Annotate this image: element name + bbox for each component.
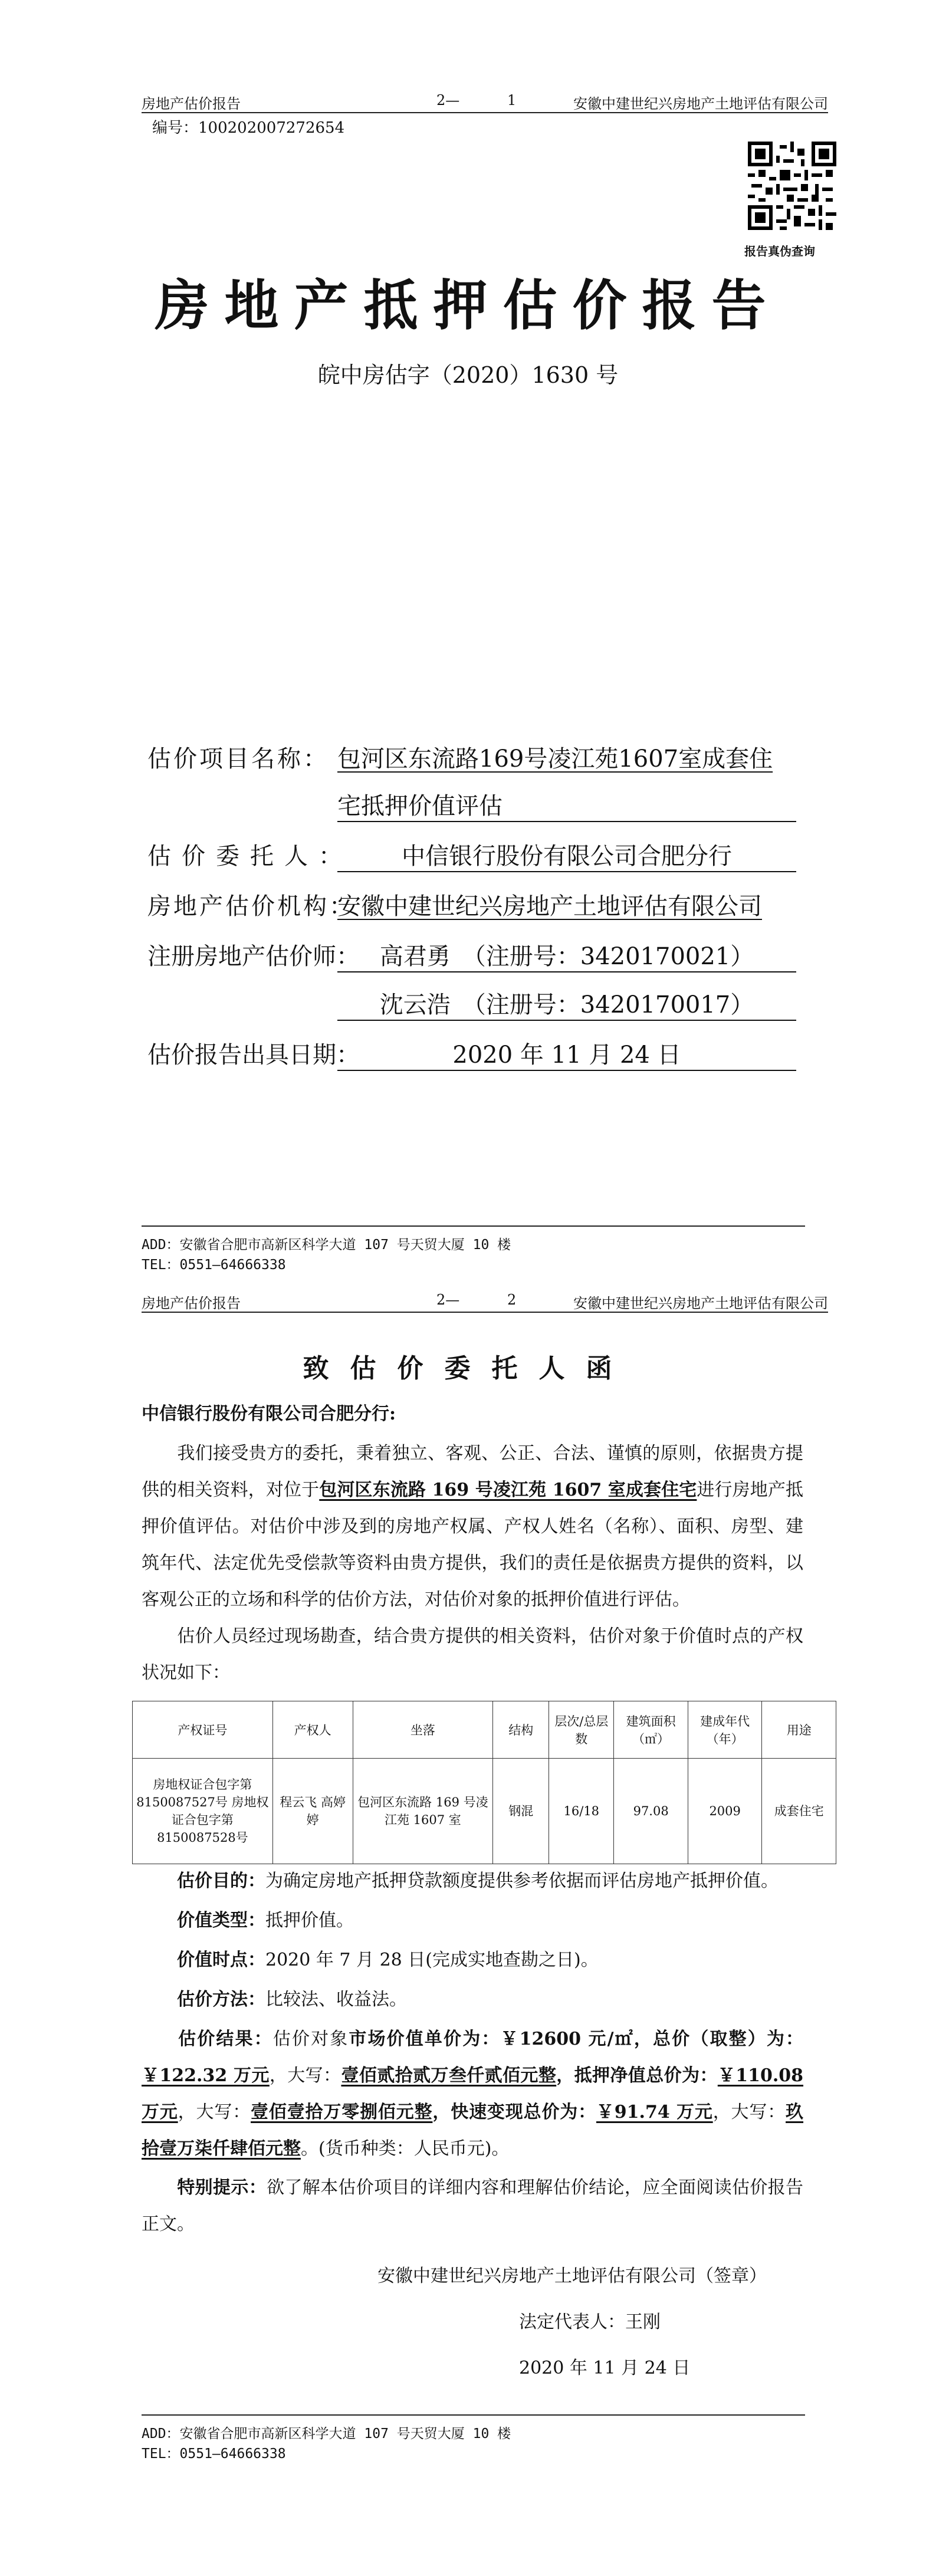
col-header-structure: 结构 [493, 1701, 549, 1759]
result-quick-value: ￥91.74 万元 [596, 2102, 713, 2122]
footer-address: ADD：安徽省合肥市高新区科学大道 107 号天贸大厦 10 楼 [142, 1237, 511, 1253]
result-text-14: 。(货币种类：人民币元)。 [301, 2138, 510, 2159]
letter-addressee: 中信银行股份有限公司合肥分行: [142, 1404, 396, 1424]
value-type-text: 抵押价值。 [265, 1910, 354, 1931]
result-text-4: ，大写： [269, 2065, 341, 2086]
cell-year: 2009 [688, 1759, 762, 1864]
page-footer [142, 2414, 805, 2464]
cell-location: 包河区东流路 169 号凌江苑 1607 室 [353, 1759, 493, 1864]
para1-text-a: 我们接受贵方的委托，秉着独立、客观、公正、合法、谨慎的原则，依据贵方提供的相关资料，对位于 [142, 1443, 803, 1500]
method-label: 估价方法： [177, 1989, 265, 2010]
page-header [142, 1288, 828, 1313]
letter-page [0, 1288, 936, 2576]
letter-title: 致估价委托人函 [303, 1353, 633, 1384]
value-time-text: 2020 年 7 月 28 日(完成实地查勘之日)。 [265, 1950, 599, 1970]
field-project-value-line1: 包河区东流路169号凌江苑1607室成套住 [337, 745, 773, 773]
purpose-label: 估价目的： [177, 1871, 265, 1891]
section-value-time [177, 1942, 803, 1979]
result-text-1: 估价对象 [272, 2029, 349, 2049]
report-number: 皖中房估字（2020）1630 号 [317, 362, 619, 388]
result-text-6: ，抵押净值总价为： [556, 2065, 718, 2086]
signature-representative: 法定代表人：王刚 [519, 2312, 661, 2332]
footer-address: ADD：安徽省合肥市高新区科学大道 107 号天贸大厦 10 楼 [142, 2426, 511, 2442]
header-page-prefix: 2— [436, 1292, 460, 1308]
header-page-number: 1 [507, 92, 517, 109]
header-right: 安徽中建世纪兴房地产土地评估有限公司 [573, 96, 828, 112]
header-left: 房地产估价报告 [142, 1295, 241, 1312]
field-project-value-line2: 宅抵押价值评估 [337, 787, 796, 822]
para1-text-c: 进行房地产抵押价值评估。对估价中涉及到的房地产权属、产权人姓名（名称）、面积、房型、建筑年代、法定优先受偿款等资料由贵方提供，我们的责任是依据贵方提供的资料，以客观公正的立场和科学的估价方法，对估价对象的抵押价值进行评估。 [142, 1480, 804, 1610]
value-type-label: 价值类型： [177, 1910, 265, 1931]
cell-floor: 16/18 [549, 1759, 614, 1864]
result-net-value-words: 壹佰壹拾万零捌佰元整 [251, 2102, 433, 2122]
col-header-area: 建筑面积（㎡） [614, 1701, 688, 1759]
cell-use: 成套住宅 [762, 1759, 836, 1864]
table-header-row [133, 1701, 836, 1759]
col-header-use: 用途 [762, 1701, 836, 1759]
col-header-cert-no: 产权证号 [133, 1701, 273, 1759]
signature-date: 2020 年 11 月 24 日 [519, 2358, 691, 2378]
page-header [142, 88, 828, 113]
property-rights-table [132, 1701, 836, 1864]
document-number: 编号：100202007272654 [152, 119, 345, 137]
result-text-10: ，快速变现总价为： [432, 2102, 596, 2122]
method-text: 比较法、收益法。 [265, 1989, 407, 2010]
section-value-type [177, 1903, 803, 1939]
header-left: 房地产估价报告 [142, 96, 241, 112]
header-page-prefix: 2— [436, 92, 460, 109]
field-date-value: 2020 年 11 月 24 日 [337, 1036, 796, 1071]
cell-owner: 程云飞 高婷婷 [272, 1759, 353, 1864]
col-header-owner: 产权人 [272, 1701, 353, 1759]
result-quick-value-words: 玖拾壹万柒仟肆佰元整 [142, 2102, 804, 2159]
result-text-8: ，大写： [178, 2102, 251, 2122]
result-text-2: 市场价值单价为：￥12600 元/㎡，总价（取整）为： [349, 2029, 804, 2049]
cell-structure: 钢混 [493, 1759, 549, 1864]
para2-text: 估价人员经过现场勘查，结合贵方提供的相关资料，估价对象于价值时点的产权状况如下： [142, 1626, 803, 1683]
special-note-label: 特别提示： [177, 2177, 267, 2198]
col-header-year: 建成年代（年） [688, 1701, 762, 1759]
section-special-note [142, 2170, 803, 2243]
cell-cert-no: 房地权证合包字第8150087527号 房地权证合包字第8150087528号 [133, 1759, 273, 1864]
field-appraiser-label: 注册房地产估价师： [147, 943, 360, 970]
signature-company: 安徽中建世纪兴房地产土地评估有限公司（签章） [377, 2266, 767, 2286]
field-agency-value: 安徽中建世纪兴房地产土地评估有限公司 [337, 893, 762, 920]
page-footer [142, 1225, 805, 1275]
col-header-location: 坐落 [353, 1701, 493, 1759]
cell-area: 97.08 [614, 1759, 688, 1864]
qr-code-icon[interactable] [748, 142, 836, 230]
table-row [133, 1759, 836, 1864]
result-market-total-words: 壹佰贰拾贰万叁仟贰佰元整 [341, 2065, 557, 2086]
col-header-floor: 层次/总层数 [549, 1701, 614, 1759]
field-appraiser-1: 高君勇 （注册号：3420170021） [337, 938, 796, 972]
section-purpose [177, 1863, 803, 1900]
special-note-text: 欲了解本估价项目的详细内容和理解估价结论，应全面阅读估价报告正文。 [142, 2177, 804, 2235]
purpose-text: 为确定房地产抵押贷款额度提供参考依据而评估房地产抵押价值。 [265, 1871, 779, 1891]
para1-property-address: 包河区东流路 169 号凌江苑 1607 室成套住宅 [319, 1480, 697, 1500]
result-market-total: ￥122.32 万元 [142, 2065, 270, 2086]
qr-caption: 报告真伪查询 [744, 244, 815, 258]
header-page-number: 2 [507, 1292, 517, 1308]
footer-phone: TEL：0551—64666338 [142, 1257, 286, 1273]
field-appraiser-2: 沈云浩 （注册号：3420170017） [337, 986, 796, 1021]
field-date-label: 估价报告出具日期： [147, 1041, 360, 1069]
report-title: 房地产抵押估价报告 [155, 274, 781, 337]
value-time-label: 价值时点： [177, 1950, 265, 1970]
field-project-label: 估价项目名称： [147, 745, 329, 773]
section-method [177, 1982, 803, 2018]
letter-paragraph-1 [142, 1435, 803, 1618]
result-text-12: ，大写： [712, 2102, 786, 2122]
footer-phone: TEL：0551—64666338 [142, 2446, 286, 2462]
section-result [142, 2021, 803, 2167]
result-net-value: ￥110.08 万元 [142, 2065, 804, 2122]
field-client-value: 中信银行股份有限公司合肥分行 [337, 837, 796, 872]
letter-paragraph-2 [142, 1618, 803, 1691]
field-client-label: 估价委托人： [147, 843, 353, 870]
result-label: 估价结果： [177, 2029, 273, 2049]
field-agency-label: 房地产估价机构： [147, 893, 355, 920]
header-right: 安徽中建世纪兴房地产土地评估有限公司 [573, 1295, 828, 1312]
